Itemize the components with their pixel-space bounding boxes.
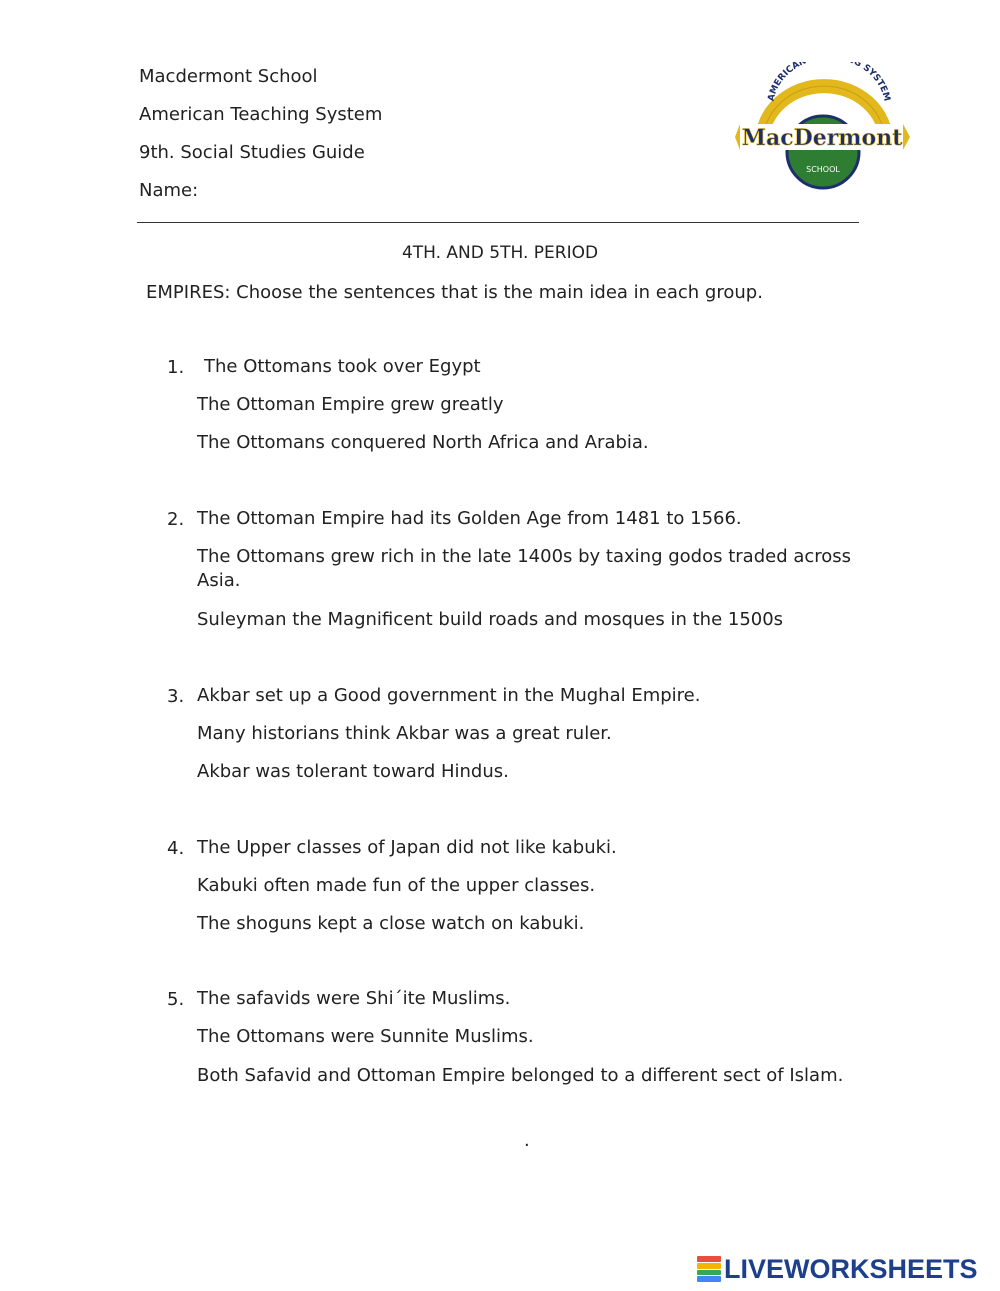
sentence-option[interactable]: Kabuki often made fun of the upper classes.: [197, 875, 596, 896]
period-title: 4TH. AND 5TH. PERIOD: [401, 243, 599, 263]
logo-arc-text: AMERICAN G SYSTEM: [766, 62, 892, 103]
sentence-option[interactable]: The Ottomans conquered North Africa and Arabia.: [197, 432, 649, 453]
group-number: 2.: [167, 509, 185, 530]
sentence-option[interactable]: The Upper classes of Japan did not like kabuki.: [197, 837, 617, 858]
logo-name: MacDermont: [741, 125, 903, 151]
sentence-option[interactable]: The Ottoman Empire had its Golden Age from 1481 to 1566.: [197, 508, 742, 529]
brand-text: LIVEWORKSHEETS: [724, 1253, 978, 1284]
icon-block: [697, 1270, 721, 1276]
instructions: EMPIRES: Choose the sentences that is the main idea in each group.: [146, 282, 763, 303]
sentence-option[interactable]: Suleyman the Magnificent build roads and mosques in the 1500s: [197, 609, 784, 630]
group-number: 3.: [167, 686, 185, 707]
liveworksheets-icon: [697, 1256, 721, 1282]
sentence-option[interactable]: Many historians think Akbar was a great ruler.: [197, 723, 612, 744]
group-number: 1.: [167, 357, 185, 378]
logo-sub: SCHOOL: [806, 165, 840, 174]
group-number: 4.: [167, 838, 185, 859]
sentence-option[interactable]: The Ottomans grew rich in the late 1400s by taxing godos traded across Asia.: [197, 546, 852, 591]
group-number: 5.: [167, 989, 185, 1010]
sentence-option[interactable]: Akbar was tolerant toward Hindus.: [197, 761, 509, 782]
sentence-option[interactable]: Both Safavid and Ottoman Empire belonged to a different sect of Islam.: [197, 1065, 844, 1086]
sentence-option[interactable]: The Ottomans took over Egypt: [204, 356, 481, 377]
name-underline: [137, 222, 859, 223]
icon-block: [697, 1276, 721, 1282]
school-logo: [735, 62, 910, 192]
sentence-option[interactable]: The Ottomans were Sunnite Muslims.: [197, 1026, 534, 1047]
school-name: Macdermont School: [139, 66, 318, 87]
sentence-option[interactable]: The safavids were Shi´ite Muslims.: [197, 988, 511, 1009]
liveworksheets-brand: [697, 1254, 978, 1284]
trailing-mark: .: [524, 1130, 530, 1151]
sentence-option[interactable]: The Ottoman Empire grew greatly: [197, 394, 504, 415]
name-label: Name:: [139, 180, 199, 201]
icon-block: [697, 1256, 721, 1262]
sentence-option[interactable]: The shoguns kept a close watch on kabuki.: [197, 913, 585, 934]
guide-title: 9th. Social Studies Guide: [139, 142, 365, 163]
icon-block: [697, 1263, 721, 1269]
sentence-option[interactable]: Akbar set up a Good government in the Mughal Empire.: [197, 685, 701, 706]
teaching-system: American Teaching System: [139, 104, 383, 125]
